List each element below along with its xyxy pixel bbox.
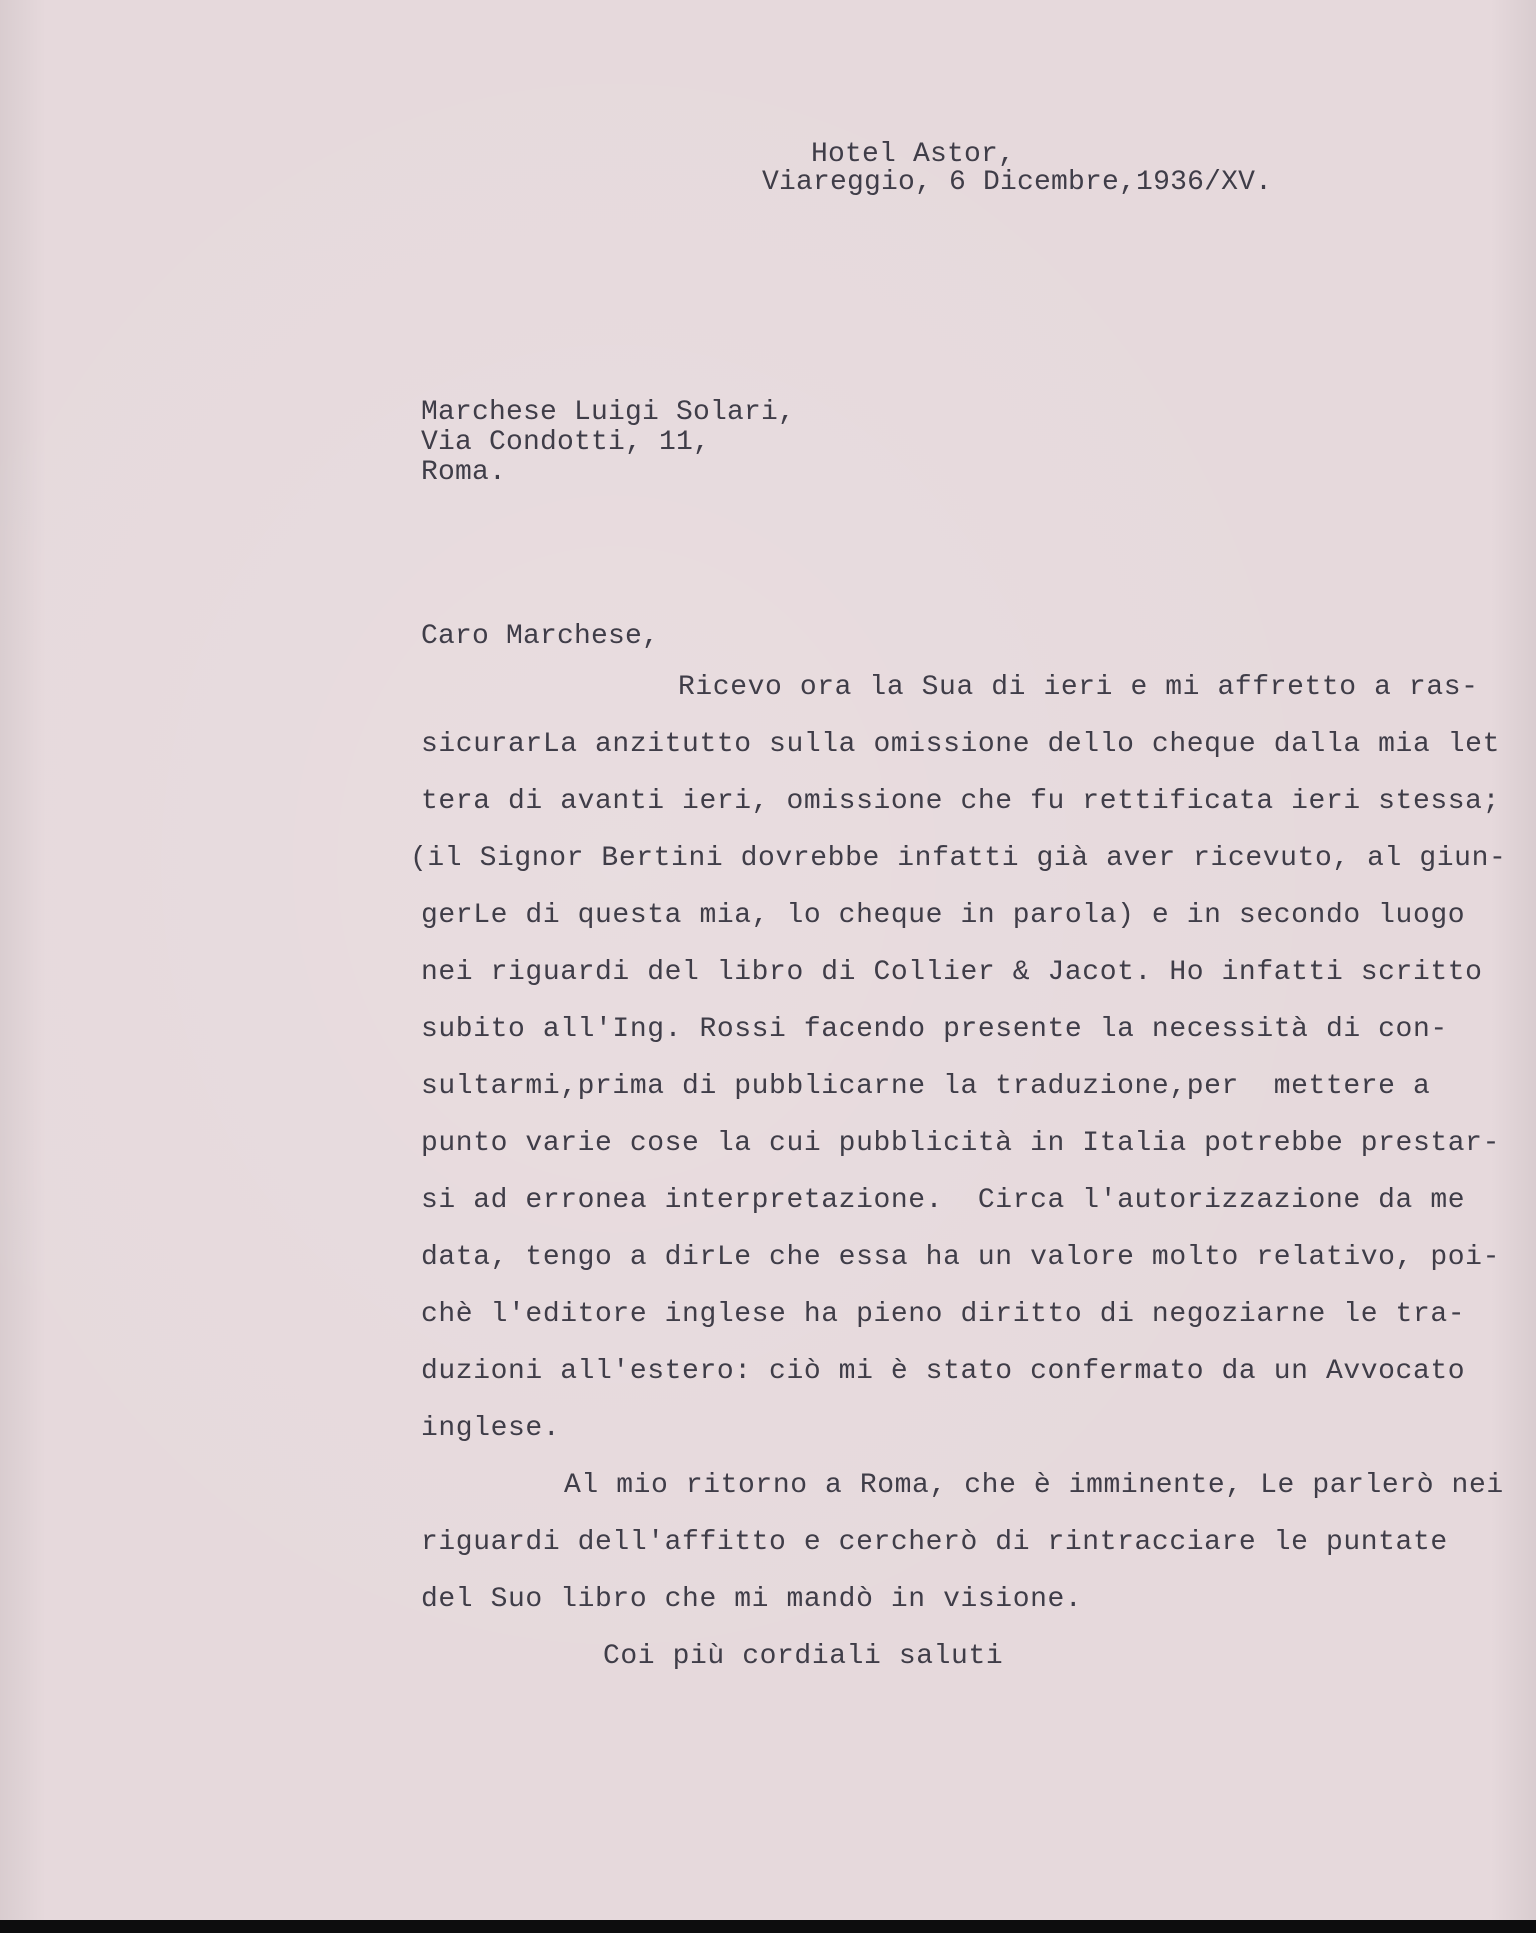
body-line: si ad erronea interpretazione. Circa l'autorizzazione da me bbox=[421, 1185, 1466, 1216]
body-line: gerLe di questa mia, lo cheque in parola) e in secondo luogo bbox=[421, 900, 1466, 931]
body-line: duzioni all'estero: ciò mi è stato confermato da un Avvocato bbox=[421, 1356, 1466, 1387]
body-line: sicurarLa anzitutto sulla omissione dello cheque dalla mia let bbox=[421, 729, 1500, 760]
body-line: Al mio ritorno a Roma, che è imminente, Le parlerò nei bbox=[564, 1470, 1504, 1501]
salutation: Caro Marchese, bbox=[421, 621, 660, 652]
body-line: (il Signor Bertini dovrebbe infatti già aver ricevuto, al giun- bbox=[410, 843, 1507, 874]
recipient-street: Via Condotti, 11, bbox=[421, 427, 711, 458]
header-place-date: Viareggio, 6 Dicembre,1936/XV. bbox=[762, 167, 1273, 198]
body-line: inglese. bbox=[421, 1413, 561, 1444]
body-line: data, tengo a dirLe che essa ha un valore molto relativo, poi- bbox=[421, 1242, 1500, 1273]
body-line: nei riguardi del libro di Collier & Jacot. Ho infatti scritto bbox=[421, 957, 1483, 988]
body-line: tera di avanti ieri, omissione che fu rettificata ieri stessa; bbox=[421, 786, 1500, 817]
recipient-city: Roma. bbox=[421, 457, 507, 488]
body-line: punto varie cose la cui pubblicità in Italia potrebbe prestar- bbox=[421, 1128, 1500, 1159]
body-line: subito all'Ing. Rossi facendo presente la necessità di con- bbox=[421, 1014, 1448, 1045]
body-line: riguardi dell'affitto e cercherò di rintracciare le puntate bbox=[421, 1527, 1448, 1558]
body-line: sultarmi,prima di pubblicarne la traduzione,per mettere a bbox=[421, 1071, 1431, 1102]
body-line: Ricevo ora la Sua di ieri e mi affretto a ras- bbox=[678, 672, 1479, 703]
recipient-name: Marchese Luigi Solari, bbox=[421, 397, 796, 428]
body-line: del Suo libro che mi mandò in visione. bbox=[421, 1584, 1083, 1615]
closing-line: Coi più cordiali saluti bbox=[603, 1641, 1004, 1672]
header-hotel: Hotel Astor, bbox=[811, 139, 1016, 170]
body-line: chè l'editore inglese ha pieno diritto di negoziarne le tra- bbox=[421, 1299, 1466, 1330]
